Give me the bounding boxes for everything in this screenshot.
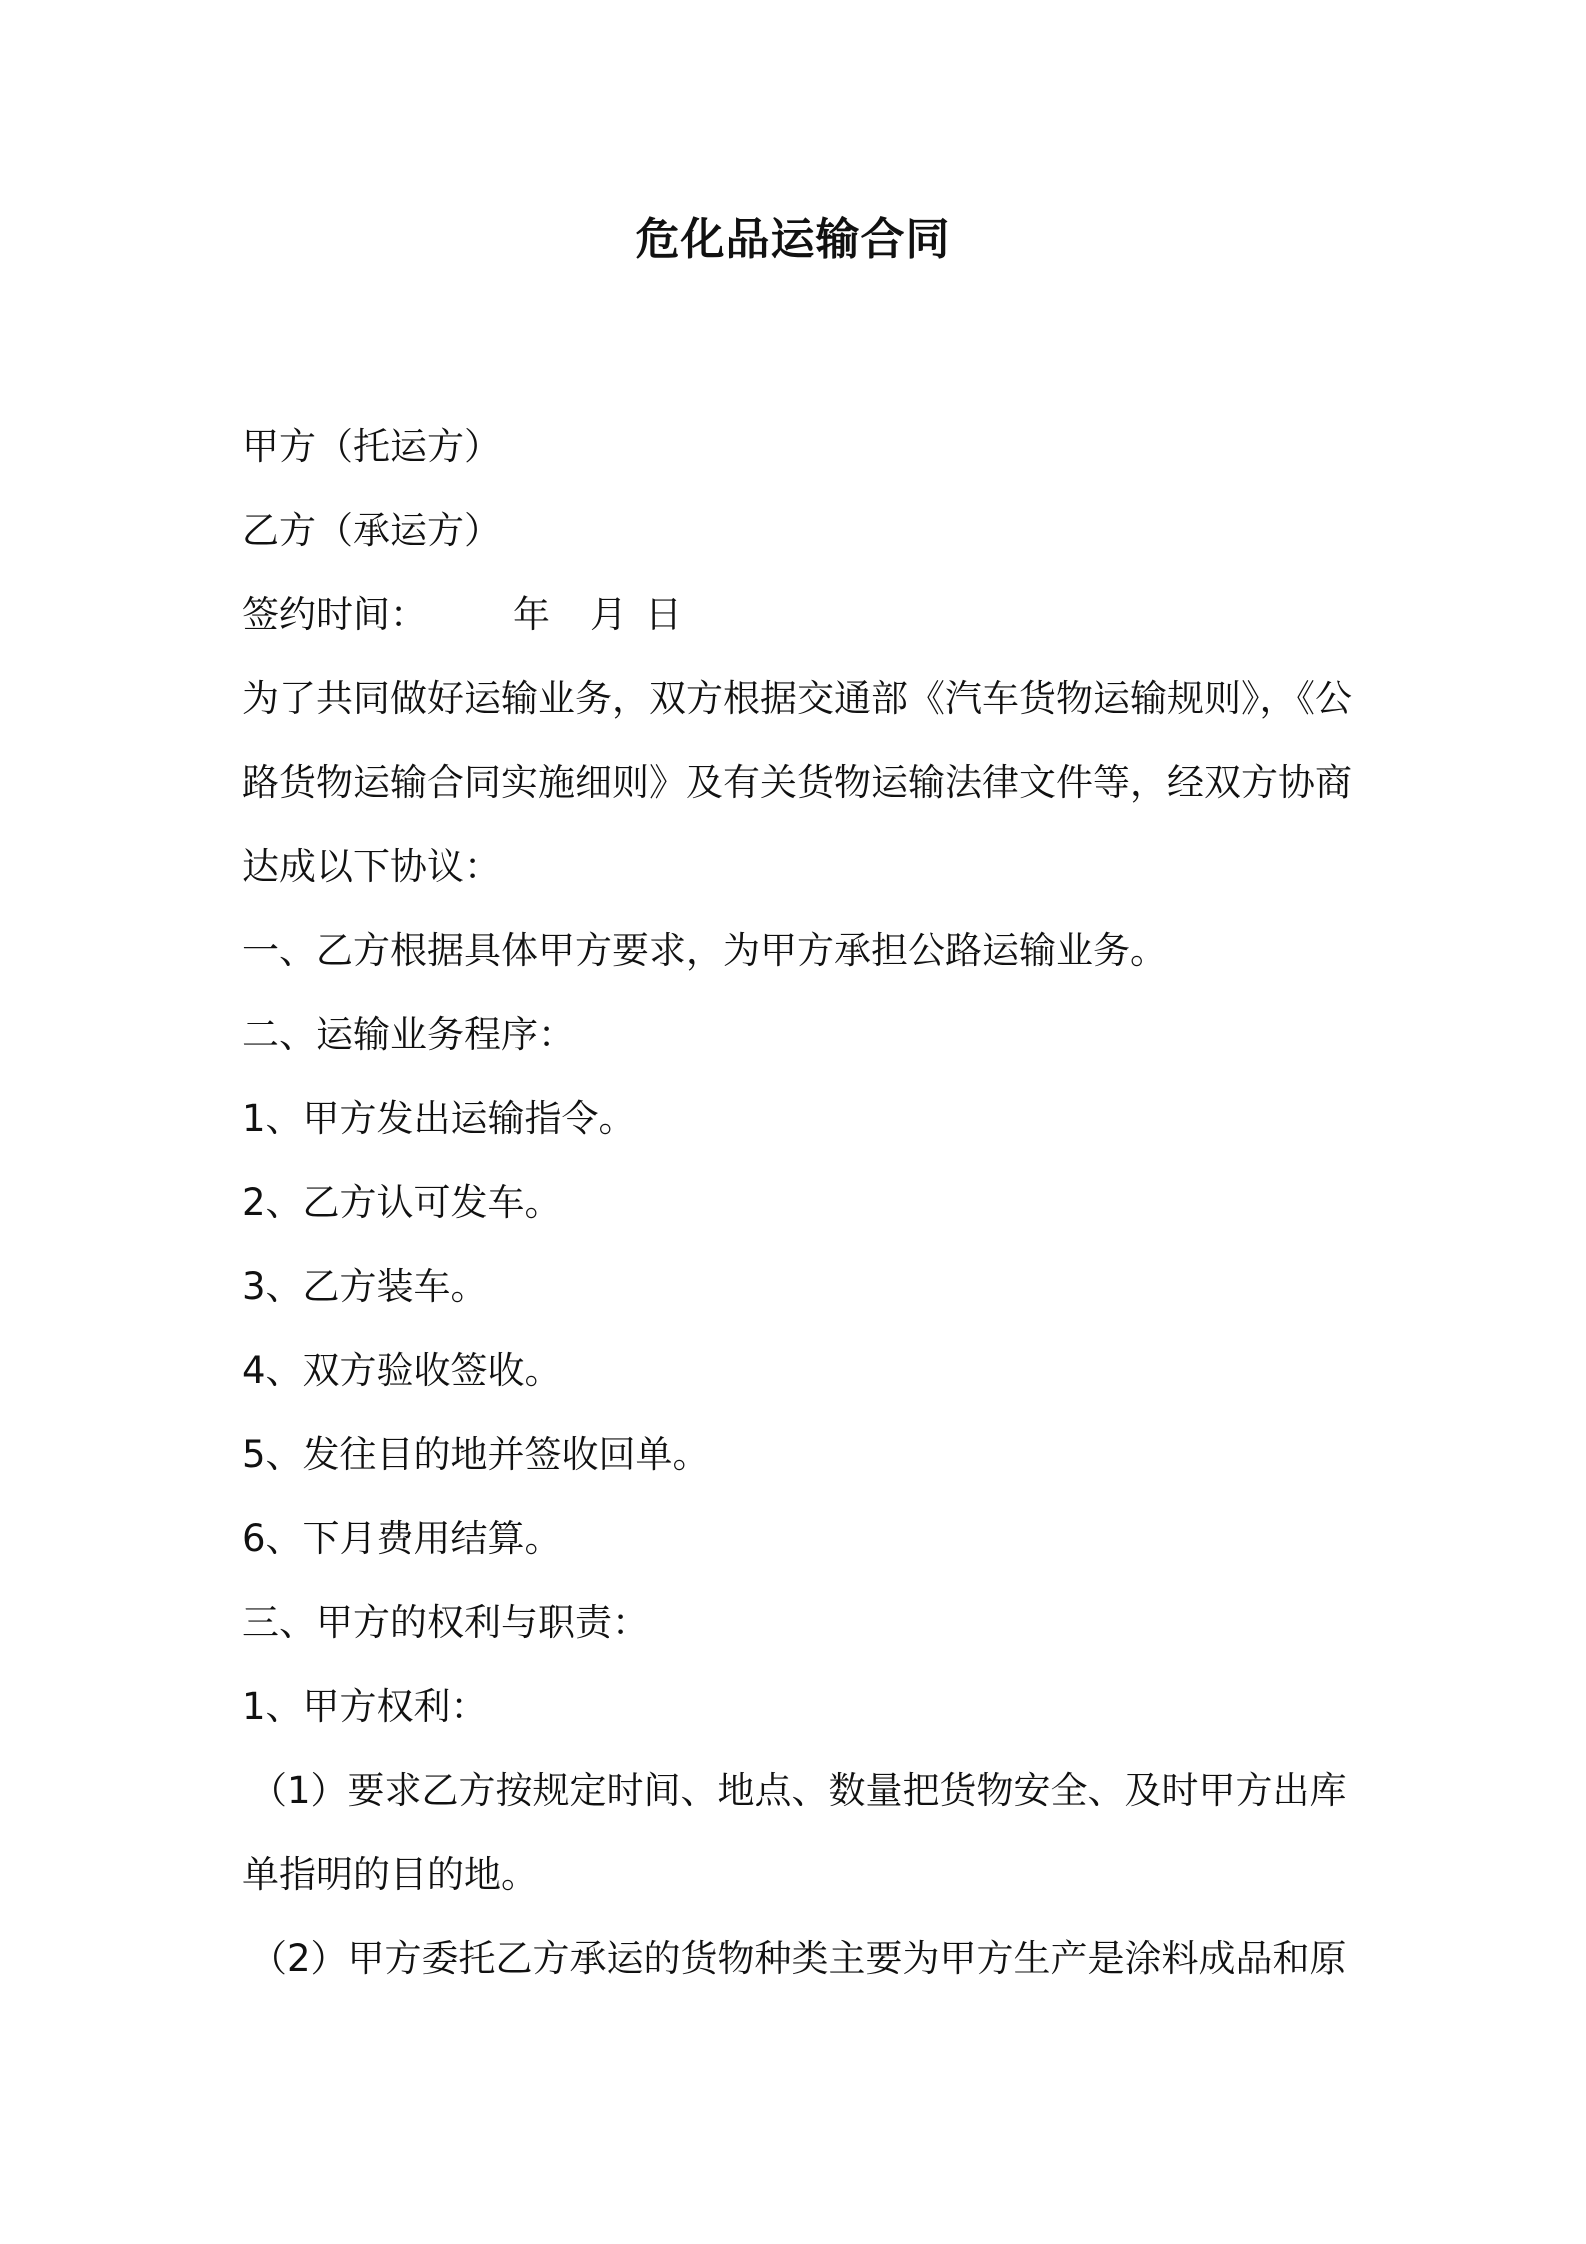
procedure-item: 3、乙方装车。 [242, 1265, 488, 1308]
party-b-line: 乙方（承运方） [242, 509, 501, 552]
sign-date-line [242, 573, 1362, 657]
sign-date-label: 签约时间： [242, 593, 427, 636]
preamble-line: 为了共同做好运输业务，双方根据交通部《汽车货物运输规则》，《公 [242, 677, 1352, 720]
document-body [242, 405, 1362, 2001]
right-1-line: （1）要求乙方按规定时间、地点、数量把货物安全、及时甲方出库 [250, 1769, 1347, 1812]
preamble-line: 达成以下协议： [242, 845, 501, 888]
procedure-item: 4、双方验收签收。 [242, 1349, 562, 1392]
party-a-line: 甲方（托运方） [242, 425, 501, 468]
right-2-line: （2）甲方委托乙方承运的货物种类主要为甲方生产是涂料成品和原 [250, 1937, 1347, 1980]
party-a-rights-heading: 1、甲方权利： [242, 1685, 488, 1728]
document-title: 危化品运输合同 [635, 214, 951, 265]
procedure-item: 2、乙方认可发车。 [242, 1181, 562, 1224]
procedure-item: 6、下月费用结算。 [242, 1517, 562, 1560]
clause-3-heading: 三、甲方的权利与职责： [242, 1601, 649, 1644]
procedure-item: 5、发往目的地并签收回单。 [242, 1433, 710, 1476]
right-1-line: 单指明的目的地。 [242, 1853, 538, 1896]
sign-date-month: 月 [590, 593, 627, 636]
clause-1: 一、乙方根据具体甲方要求，为甲方承担公路运输业务。 [242, 929, 1167, 972]
procedure-item: 1、甲方发出运输指令。 [242, 1097, 636, 1140]
sign-date-day: 日 [645, 593, 682, 636]
preamble-line: 路货物运输合同实施细则》及有关货物运输法律文件等，经双方协商 [242, 761, 1352, 804]
sign-date-year: 年 [513, 593, 550, 636]
clause-2-heading: 二、运输业务程序： [242, 1013, 575, 1056]
